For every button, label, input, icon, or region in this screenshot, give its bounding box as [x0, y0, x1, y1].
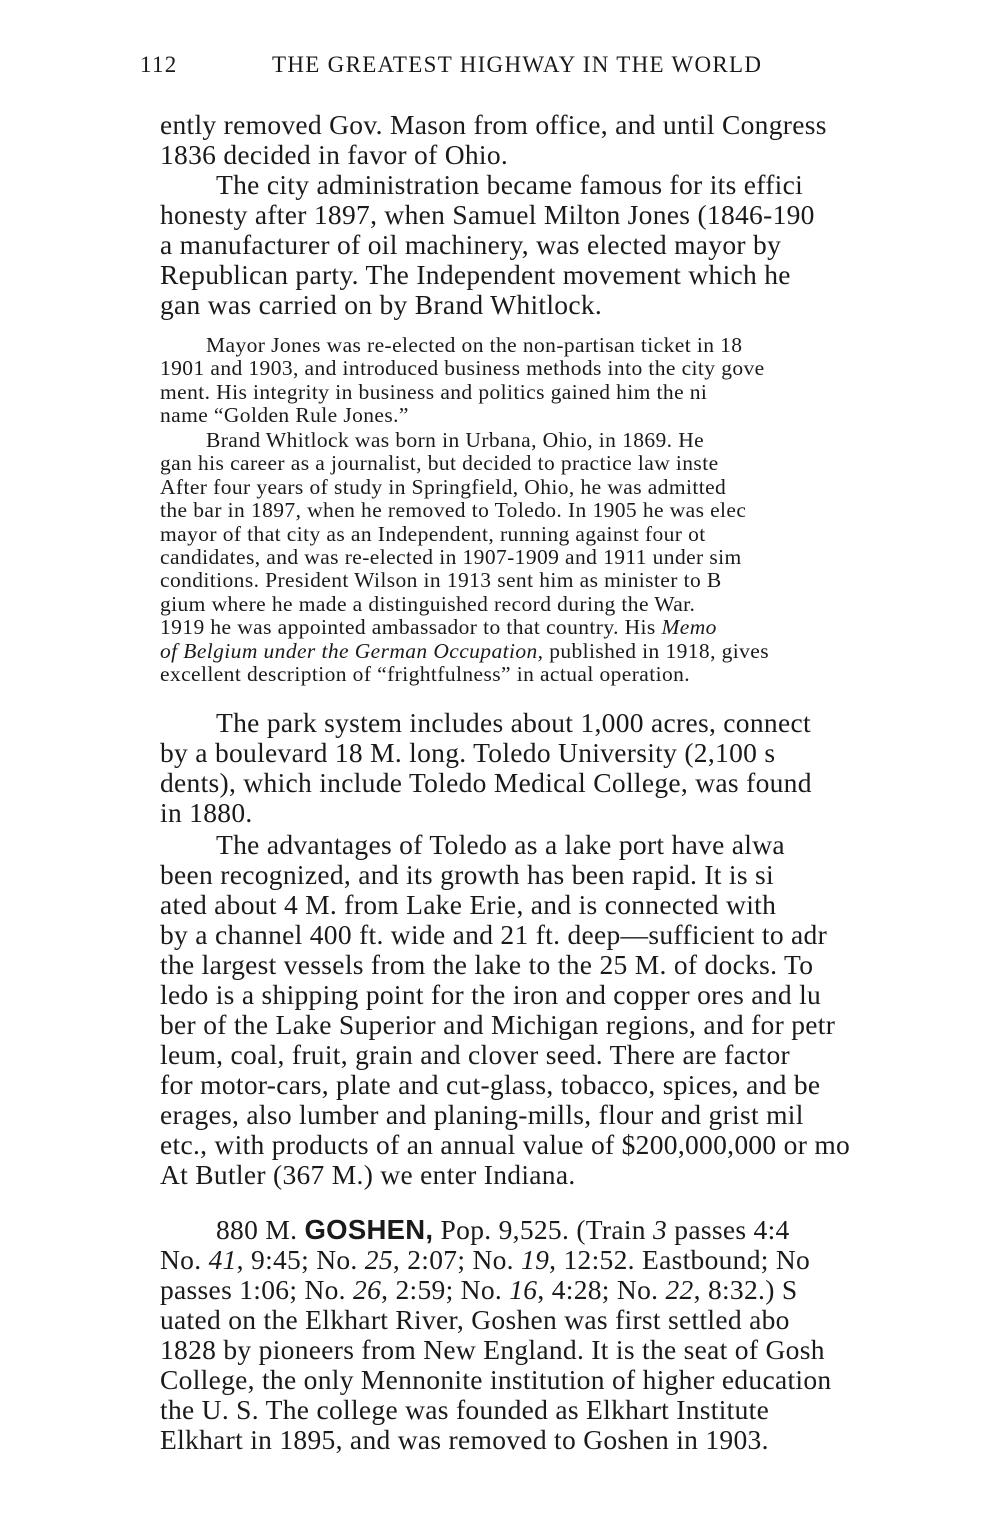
text-line: the U. S. The college was founded as Elkhart Institute [160, 1395, 770, 1425]
text-span: , 8:32.) S [693, 1275, 798, 1305]
text-line [160, 1215, 1000, 1245]
text-line: gan his career as a journalist, but decided to practice law inste [160, 452, 719, 476]
text-line: leum, coal, fruit, grain and clover seed. There are factor [160, 1040, 790, 1070]
text-line: a manufacturer of oil machinery, was elected mayor by [160, 230, 782, 260]
paragraph-3 [160, 708, 1000, 828]
text-line: by a channel 400 ft. wide and 21 ft. deep—sufficient to adr [160, 920, 828, 950]
text-line [160, 1275, 1000, 1305]
text-line: College, the only Mennonite institution of higher education [160, 1365, 832, 1395]
text-span: , 4:28; No. [537, 1275, 666, 1305]
text-line: The city administration became famous for its effici [216, 170, 804, 200]
text-line: excellent description of “frightfulness” in actual operation. [160, 662, 691, 686]
text-span: , 9:45; No. [236, 1245, 365, 1275]
book-title-part: Memo [661, 616, 717, 640]
text-line [160, 616, 1000, 639]
note-mayor-jones [160, 334, 1000, 428]
text-line: At Butler (367 M.) we enter Indiana. [160, 1160, 576, 1190]
train-number: 22 [665, 1275, 694, 1305]
text-line: been recognized, and its growth has been rapid. It is si [160, 860, 774, 890]
text-span: passes 1:06; No. [160, 1275, 354, 1305]
book-title-part: of Belgium under the German Occupation, [160, 639, 544, 663]
train-number: 16 [509, 1275, 538, 1305]
text-span: passes 4:4 [667, 1215, 790, 1245]
paragraph-2 [160, 170, 1000, 320]
text-line: dents), which include Toledo Medical College, was found [160, 768, 812, 798]
text-line [160, 640, 1000, 663]
running-title: THE GREATEST HIGHWAY IN THE WORLD [272, 52, 763, 77]
text-span: 1919 he was appointed ambassador to that country. [160, 616, 619, 640]
text-line: 1828 by pioneers from New England. It is the seat of Gosh [160, 1335, 825, 1365]
paragraph-4 [160, 830, 1000, 1190]
text-line [160, 1245, 1000, 1275]
text-line: gan was carried on by Brand Whitlock. [160, 290, 603, 320]
text-line: 1836 decided in favor of Ohio. [160, 140, 509, 170]
text-line: ently removed Gov. Mason from office, and until Congress [160, 110, 827, 140]
text-line: etc., with products of an annual value of $200,000,000 or mo [160, 1130, 851, 1160]
text-line: honesty after 1897, when Samuel Milton Jones (1846-190 [160, 200, 815, 230]
train-number: 19 [521, 1245, 550, 1275]
text-span: , 2:07; No. [392, 1245, 522, 1275]
text-line: by a boulevard 18 M. long. Toledo University (2,100 s [160, 738, 776, 768]
text-line: uated on the Elkhart River, Goshen was first settled abo [160, 1305, 790, 1335]
text-line: The park system includes about 1,000 acres, connect [216, 708, 811, 738]
text-span: published in 1918, gives [543, 639, 770, 663]
paragraph-1 [160, 110, 1000, 170]
train-number: 26 [353, 1275, 382, 1305]
text-line: Mayor Jones was re-elected on the non-partisan ticket in 18 [206, 334, 743, 357]
text-span: , 2:59; No. [381, 1275, 510, 1305]
place-name: GOSHEN, [304, 1215, 434, 1245]
train-number: 41 [208, 1245, 237, 1275]
text-line: name “Golden Rule Jones.” [160, 404, 409, 428]
text-line: conditions. President Wilson in 1913 sent him as minister to B [160, 569, 722, 593]
text-span: Pop. 9,525. (Train [433, 1215, 654, 1245]
page-number: 112 [140, 52, 178, 77]
text-line: The advantages of Toledo as a lake port have alwa [216, 830, 785, 860]
text-line: gium where he made a distinguished record during the War. [160, 592, 696, 616]
text-line: for motor-cars, plate and cut-glass, tobacco, spices, and be [160, 1070, 821, 1100]
train-number: 3 [653, 1215, 668, 1245]
text-line: 1901 and 1903, and introduced business methods into the city gove [160, 357, 765, 381]
text-line: Elkhart in 1895, and was removed to Goshen in 1903. [160, 1425, 769, 1455]
running-header [140, 52, 1000, 82]
text-line: ledo is a shipping point for the iron and copper ores and lu [160, 980, 822, 1010]
text-line: candidates, and was re-elected in 1907-1909 and 1911 under sim [160, 545, 742, 569]
text-line: ated about 4 M. from Lake Erie, and is connected with [160, 890, 777, 920]
text-span: , 12:52. Eastbound; No [549, 1245, 811, 1275]
note-brand-whitlock [160, 429, 1000, 686]
text-line: mayor of that city as an Independent, running against four ot [160, 522, 706, 546]
text-line: After four years of study in Springfield, Ohio, he was admitted [160, 475, 727, 499]
text-line: ber of the Lake Superior and Michigan regions, and for petr [160, 1010, 836, 1040]
goshen-entry [160, 1215, 1000, 1455]
text-line: the bar in 1897, when he removed to Toledo. In 1905 he was elec [160, 499, 747, 523]
train-number: 25 [364, 1245, 393, 1275]
text-line: in 1880. [160, 798, 253, 828]
text-line: Brand Whitlock was born in Urbana, Ohio, in 1869. He [206, 429, 705, 452]
text-line: erages, also lumber and planing-mills, flour and grist mil [160, 1100, 804, 1130]
text-line: Republican party. The Independent movement which he [160, 260, 791, 290]
text-span: 880 M. [216, 1215, 305, 1245]
text-span: No. [160, 1245, 209, 1275]
text-line: ment. His integrity in business and politics gained him the ni [160, 380, 708, 404]
text-line: the largest vessels from the lake to the 25 M. of docks. To [160, 950, 814, 980]
text-span: His [618, 616, 662, 640]
